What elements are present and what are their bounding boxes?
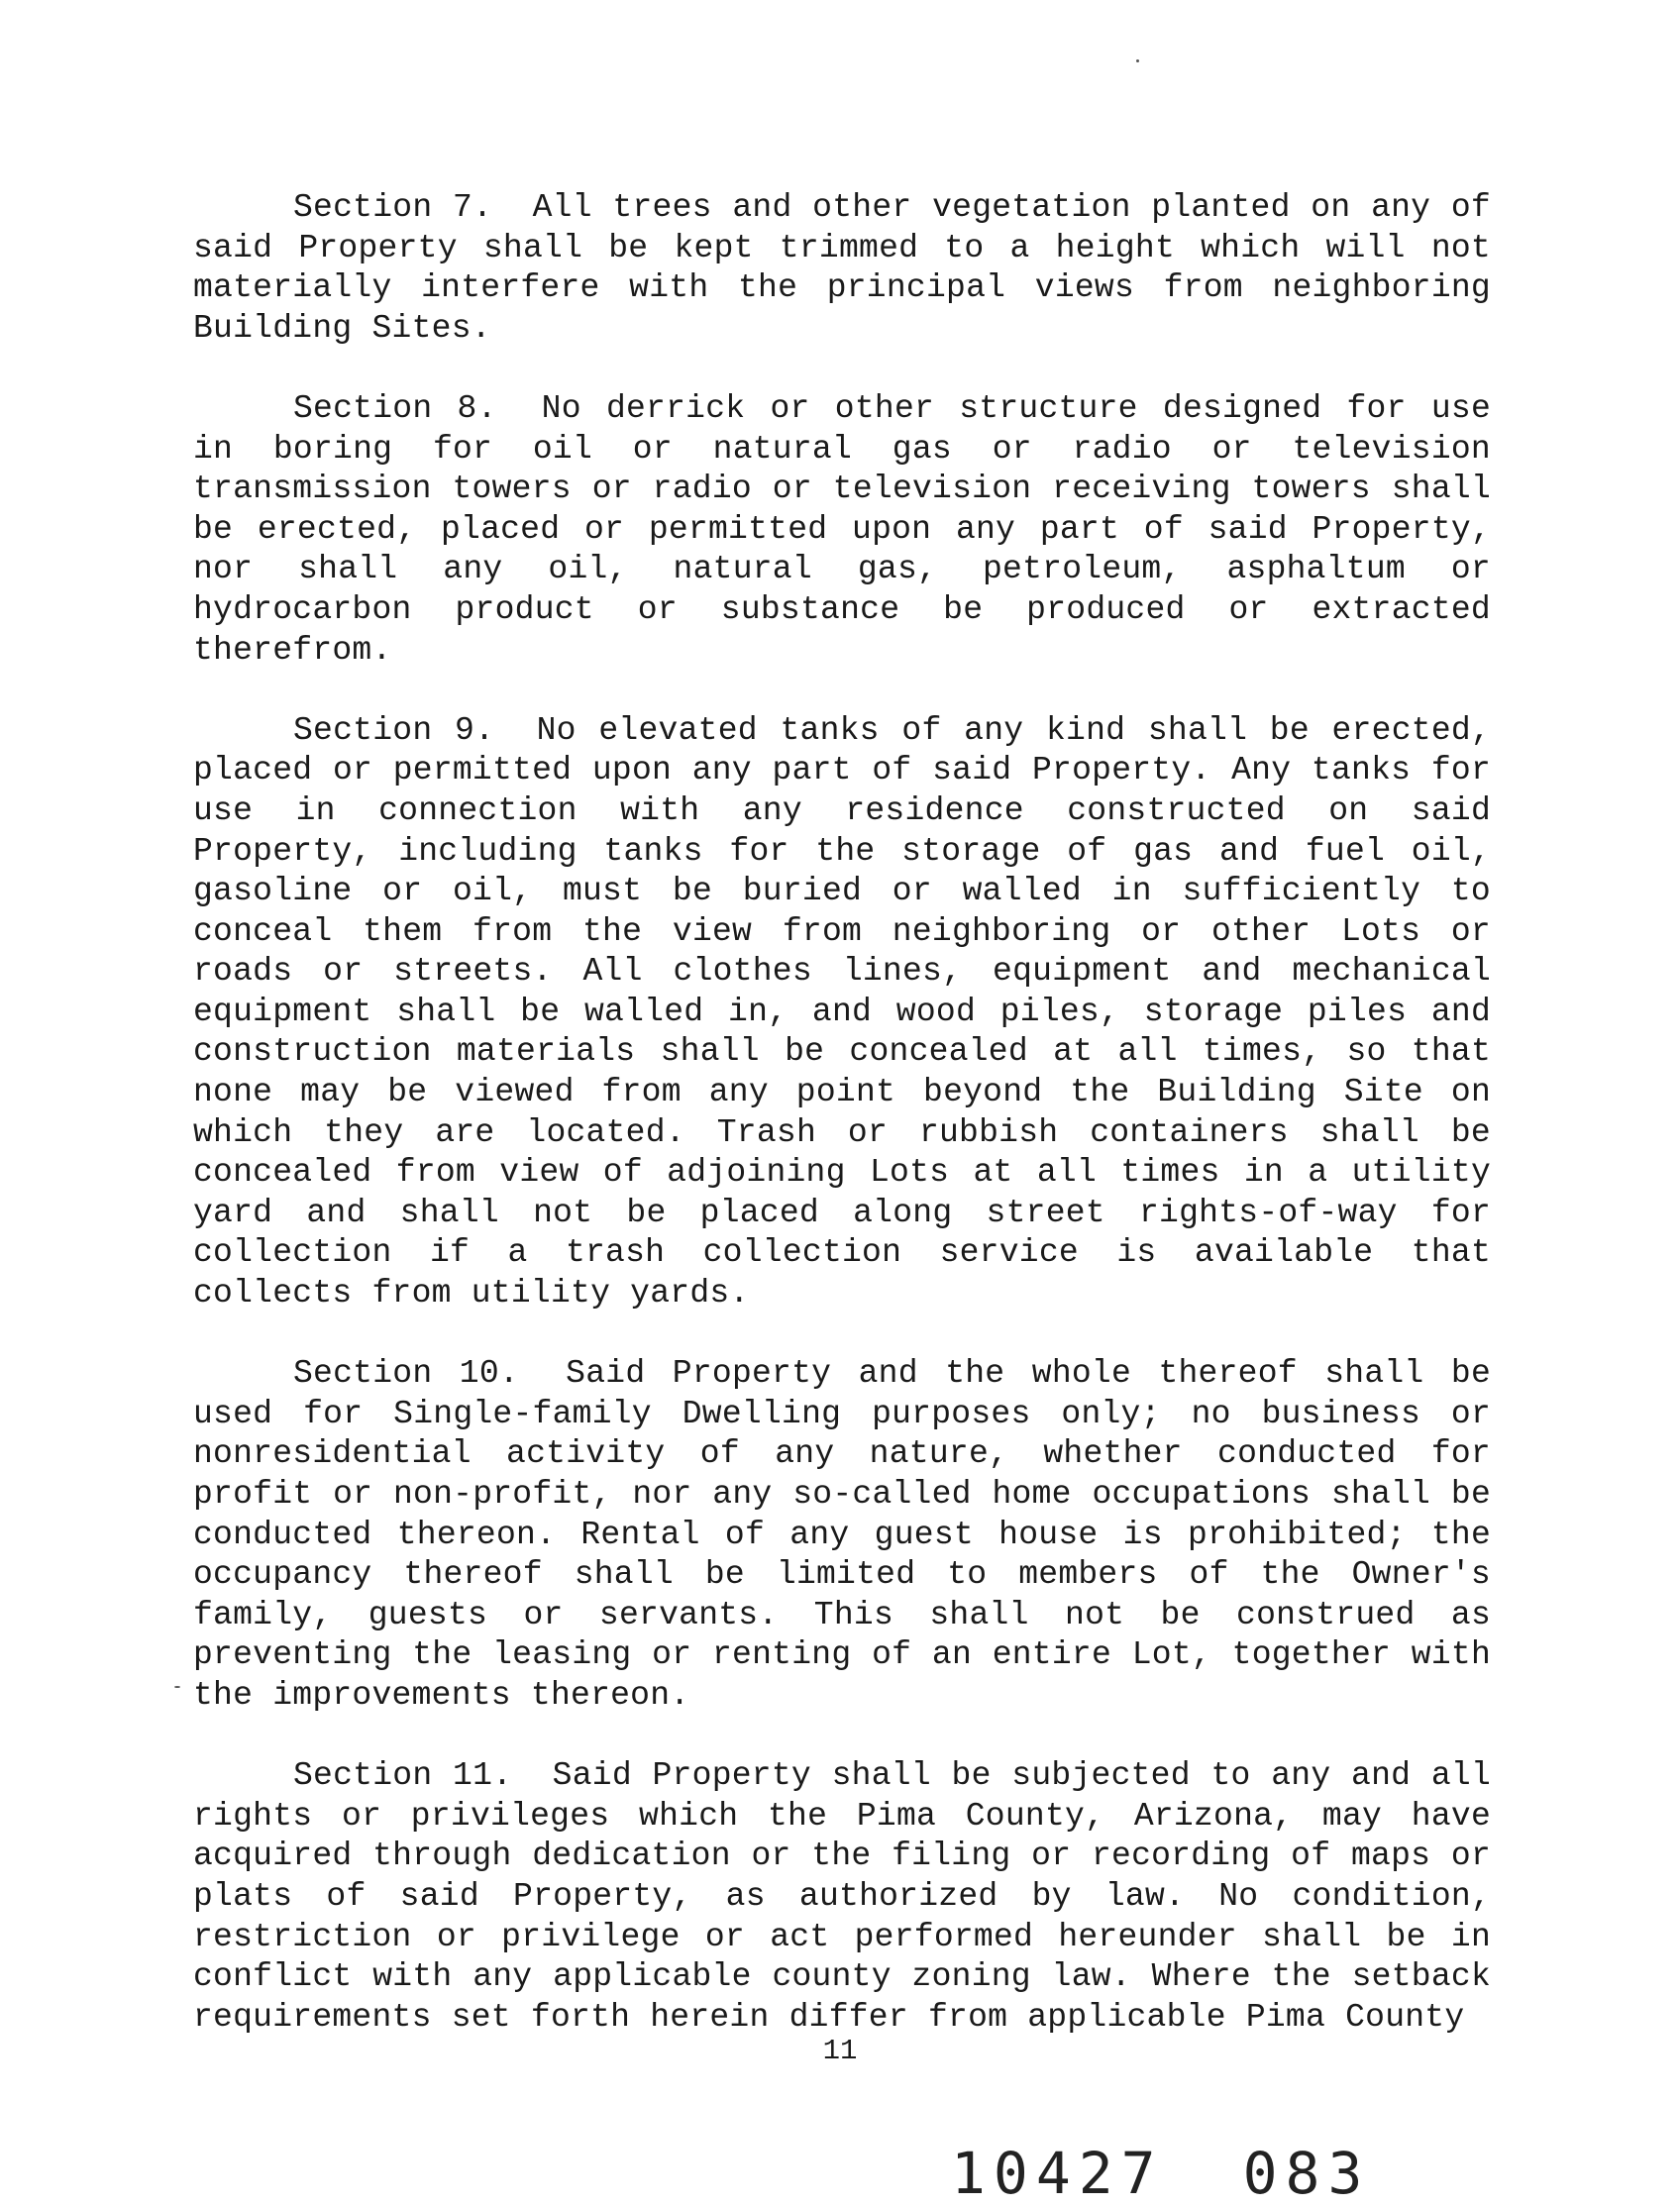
section-label: Section 8. (293, 389, 497, 427)
section-text: Said Property shall be subjected to any and all rights or privileges which the Pima County, Arizona, may have acquired through dedication or the filing or recording of maps or plats of said Property, as authorized by law. No condition, restriction or privilege or act performed hereunder shall be in conflict with any applicable county zoning law. Where the setback requirements set forth herein differ from applicable Pima County (193, 1757, 1491, 2036)
page-number: 11 (822, 2035, 858, 2067)
scan-speck (174, 1686, 180, 1688)
section-label: Section 7. (293, 189, 493, 226)
scan-speck (1136, 59, 1139, 62)
section-7 (193, 188, 1491, 349)
section-8 (193, 389, 1491, 671)
section-label: Section 10. (293, 1355, 519, 1393)
docket-page: 083 (1242, 2140, 1371, 2207)
section-text: No elevated tanks of any kind shall be erected, placed or permitted upon any part of said Property. Any tanks for use in connection with any residence constructed on said Property, including tanks for the storage of gas and fuel oil, gasoline or oil, must be buried or walled in sufficiently to conceal them from the view from neighboring or other Lots or roads or streets. All clothes lines, equipment and mechanical equipment shall be walled in, and wood piles, storage piles and construction materials shall be concealed at all times, so that none may be viewed from any point beyond the Building Site on which they are located. Trash or rubbish containers shall be concealed from view of adjoining Lots at all times in a utility yard and shall not be placed along street rights-of-way for collection if a trash collection service is available that collects from utility yards. (193, 711, 1491, 1313)
section-label: Section 9. (293, 711, 495, 749)
section-text: Said Property and the whole thereof shall be used for Single-family Dwelling purposes only; no business or nonresidential activity of any nature, whether conducted for profit or non-profit, nor any so-called home occupations shall be conducted thereon. Rental of any guest house is prohibited; the occupancy thereof shall be limited to members of the Owner's family, guests or servants. This shall not be construed as preventing the leasing or renting of an entire Lot, together with the improvements thereon. (193, 1355, 1492, 1714)
section-text: No derrick or other structure designed for use in boring for oil or natural gas or radio or television transmission towers or radio or television receiving towers shall be erected, placed or permitted upon any part of said Property, nor shall any oil, natural gas, petroleum, asphaltum or hydrocarbon product or substance be produced or extracted therefrom. (193, 389, 1491, 669)
section-9 (193, 711, 1491, 1314)
section-label: Section 11. (293, 1757, 513, 1795)
section-10 (193, 1354, 1491, 1716)
recording-stamp (951, 2140, 1371, 2207)
docket-number: 10427 (951, 2140, 1164, 2207)
document-body (193, 188, 1491, 2078)
section-11 (193, 1756, 1491, 2038)
section-text: All trees and other vegetation planted on any of said Property shall be kept trimmed to a height which will not materially interfere with the principal views from neighboring Building Sites. (193, 189, 1491, 347)
